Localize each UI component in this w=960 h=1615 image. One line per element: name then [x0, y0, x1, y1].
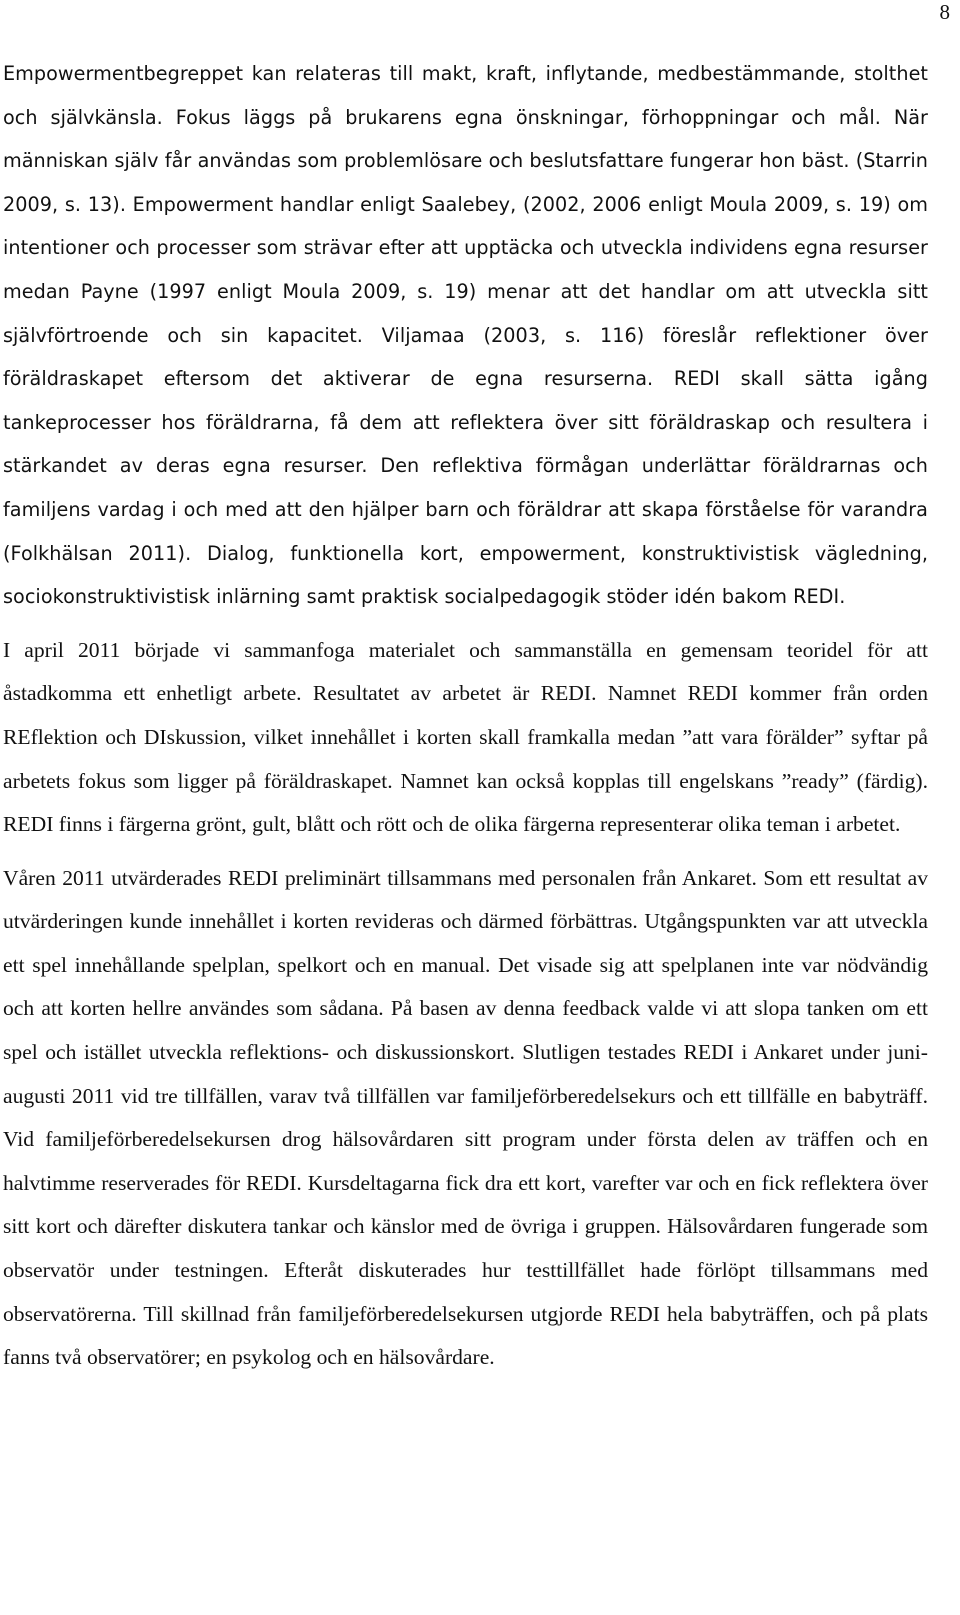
paragraph-evaluation: Våren 2011 utvärderades REDI preliminärt tillsammans med personalen från Ankaret. Som ett resultat av utvärderingen kunde innehållet i korten revideras och därmed förbättras. Utgångspunkten var att utveckla ett spel innehållande spelplan, spelkort och en manual. Det visade sig att spelplanen inte var nödvändig och att korten hellre användes som sådana. På basen av denna feedback valde vi att slopa tanken om ett spel och istället utveckla reflektions- och diskussionskort. Slutligen testades REDI i Ankaret under juni-augusti 2011 vid tre tillfällen, varav två tillfällen var familjeförberedelsekurs och ett tillfälle en babyträff. Vid familjeförberedelsekursen drog hälsovårdaren sitt program under första delen av träffen och en halvtimme reserverades för REDI. Kursdeltagarna fick dra ett kort, varefter var och en fick reflektera över sitt kort och därefter diskutera tankar och känslor med de övriga i gruppen. Hälsovårdaren fungerade som observatör under testningen. Efteråt diskuterades hur testtillfället hade förlöpt tillsammans med observatörerna. Till skillnad från familjeförberedelsekursen utgjorde REDI hela babyträffen, och på plats fanns två observatörer; en psykolog och en hälsovårdare.: [3, 865, 928, 1370]
paragraph-empowerment: Empowermentbegreppet kan relateras till makt, kraft, inflytande, medbestämmande, stolthet och självkänsla. Fokus läggs på brukarens egna önskningar, förhoppningar och mål. När människan själv får användas som problemlösare och beslutsfattare fungerar hon bäst. (Starrin 2009, s. 13). Empowerment handlar enligt Saalebey, (2002, 2006 enligt Moula 2009, s. 19) om intentioner och processer som strävar efter att upptäcka och utveckla individens egna resurser medan Payne (1997 enligt Moula 2009, s. 19) menar att det handlar om att utveckla sitt självförtroende och sin kapacitet. Viljamaa (2003, s. 116) föreslår reflektioner över föräldraskapet eftersom det aktiverar de egna resurserna. REDI skall sätta igång tankeprocesser hos föräldrarna, få dem att reflektera över sitt föräldraskap och resultera i stärkandet av deras egna resurser. Den reflektiva förmågan underlättar föräldrarnas och familjens vardag i och med att den hjälper barn och föräldrar att skapa förståelse för varandra (Folkhälsan 2011). Dialog, funktionella kort, empowerment, konstruktivistisk vägledning, sociokonstruktivistisk inlärning samt praktisk socialpedagogik stöder idén bakom REDI.: [3, 62, 928, 609]
page-number: 8: [939, 0, 950, 24]
paragraph-redi-name: I april 2011 började vi sammanfoga materialet och sammanställa en gemensam teoridel för att åstadkomma ett enhetligt arbete. Resultatet av arbetet är REDI. Namnet REDI kommer från orden REflektion och DIskussion, vilket innehållet i korten skall framkalla medan ”att vara förälder” syftar på arbetets fokus som ligger på föräldraskapet. Namnet kan också kopplas till engelskans ”ready” (färdig). REDI finns i färgerna grönt, gult, blått och rött och de olika färgerna representerar olika teman i arbetet.: [3, 637, 928, 837]
document-body: [3, 52, 928, 1380]
